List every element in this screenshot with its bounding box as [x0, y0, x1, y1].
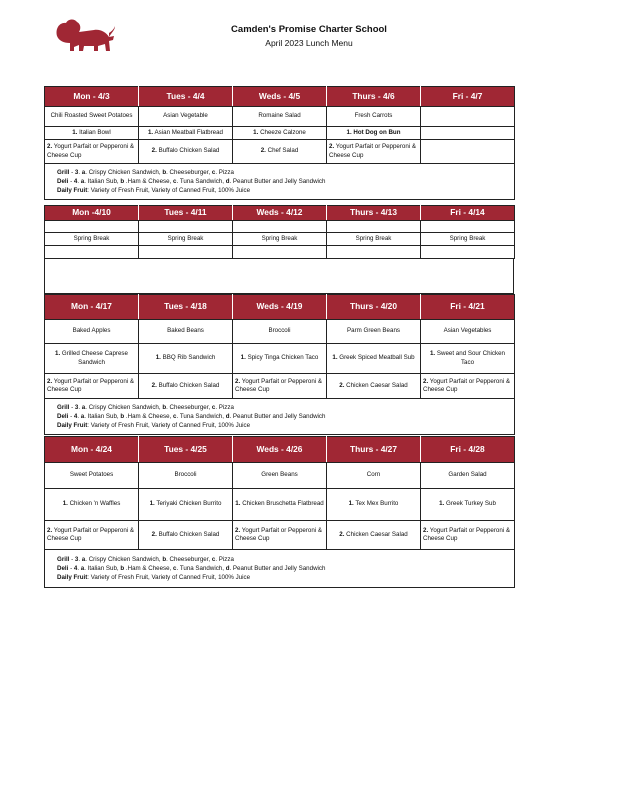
entree-1-text: Hot Dog on Bun: [353, 128, 401, 136]
entree-2: [45, 374, 139, 399]
entree-2-text: Yogurt Parfait or Pepperoni & Cheese Cup: [235, 526, 323, 542]
side-dish: Garden Salad: [421, 463, 515, 489]
menu-text: c: [211, 168, 216, 176]
day-header: Fri - 4/14: [421, 206, 515, 221]
entree-2-text: Yogurt Parfait or Pepperoni & Cheese Cup: [235, 377, 323, 393]
entree-1-text: Cheeze Calzone: [260, 128, 306, 136]
week-1-table: [44, 86, 515, 200]
entree-1-text: Spicy Tinga Chicken Taco: [247, 354, 319, 362]
item-number: 2.: [329, 143, 335, 151]
item-number: 2.: [423, 526, 429, 534]
menu-subtitle: April 2023 Lunch Menu: [265, 38, 353, 48]
menu-text: d: [225, 412, 230, 420]
menu-text: c: [173, 564, 177, 572]
entree-1: [327, 489, 421, 521]
item-number: 1.: [348, 500, 354, 508]
side-dish: Corn: [327, 463, 421, 489]
menu-text: c: [211, 555, 216, 563]
entree-2: [421, 140, 515, 164]
grill-label: Grill: [57, 555, 70, 563]
menu-text: a: [81, 168, 86, 176]
fruit-text: Variety of Fresh Fruit, Variety of Canned Fruit, 100% Juice: [90, 574, 251, 582]
day-header: Weds - 4/12: [233, 206, 327, 221]
menu-text: a: [80, 177, 85, 185]
side-dish: Romaine Salad: [233, 107, 327, 127]
spring-break-note: Spring Break: [421, 233, 515, 246]
deli-count: 4: [73, 412, 78, 420]
entree-1: [45, 344, 139, 374]
day-header: Thurs - 4/27: [327, 437, 421, 463]
item-number: 2.: [47, 143, 53, 151]
menu-text: a: [81, 555, 86, 563]
week-2-table: [44, 205, 515, 259]
menu-text: Pizza: [218, 168, 234, 176]
day-header: Thurs - 4/20: [327, 295, 421, 320]
menu-options-info: Grill - 3. a. Crispy Chicken Sandwich, b. Cheeseburger, c. Pizza Deli - 4. a. Italian Sub, b .Ham & Cheese, c. Tuna Sandwich, d. Peanut Butter and Jelly Sandwich Daily Fruit: Variety of Fresh Fruit, Variety of Canned Fruit, 100% Juice: [45, 164, 515, 200]
entree-1: [233, 127, 327, 140]
entree-2: [233, 374, 327, 399]
side-dish: Sweet Potatoes: [45, 463, 139, 489]
entree-1: [139, 489, 233, 521]
menu-text: Pizza: [218, 555, 234, 563]
spring-break-note: Spring Break: [233, 233, 327, 246]
menu-text: Cheeseburger,: [169, 168, 211, 176]
side-dish: Chili Roasted Sweet Potatoes: [45, 107, 139, 127]
entree-1-text: Asian Meatball Flatbread: [154, 128, 223, 136]
entree-1: [139, 127, 233, 140]
item-number: 1.: [235, 500, 241, 508]
entree-2-text: Yogurt Parfait or Pepperoni & Cheese Cup: [329, 143, 417, 159]
day-header: Mon - 4/24: [45, 437, 139, 463]
fruit-text: Variety of Fresh Fruit, Variety of Canned Fruit, 100% Juice: [90, 187, 251, 195]
grill-label: Grill: [57, 403, 70, 411]
grill-label: Grill: [57, 168, 70, 176]
day-header: Tues - 4/18: [139, 295, 233, 320]
entree-2: [139, 374, 233, 399]
entree-2-text: Buffalo Chicken Salad: [158, 530, 220, 538]
day-header: Fri - 4/21: [421, 295, 515, 320]
item-number: 2.: [47, 377, 53, 385]
entree-2: [233, 140, 327, 164]
menu-text: d: [225, 177, 230, 185]
item-number: 2.: [260, 147, 266, 155]
entree-1-text: Italian Bowl: [79, 128, 111, 136]
day-header: Fri - 4/7: [421, 87, 515, 107]
deli-label: Deli: [57, 177, 69, 185]
menu-text: d: [225, 564, 230, 572]
item-number: 1.: [439, 500, 445, 508]
menu-text: b: [162, 555, 167, 563]
week-4-table: [44, 436, 515, 588]
entree-1-text: Chicken Bruschetta Flatbread: [242, 500, 324, 508]
item-number: 1.: [155, 354, 161, 362]
menu-text: Italian Sub,: [87, 412, 119, 420]
item-number: 2.: [339, 530, 345, 538]
side-dish: Baked Apples: [45, 320, 139, 344]
week-3-table: [44, 294, 515, 435]
day-header: Thurs - 4/13: [327, 206, 421, 221]
lion-logo-icon: [54, 16, 116, 56]
fruit-text: Variety of Fresh Fruit, Variety of Canned Fruit, 100% Juice: [90, 422, 251, 430]
entree-2-text: Chicken Caesar Salad: [346, 530, 408, 538]
item-number: 2.: [339, 381, 345, 389]
entree-2: [139, 521, 233, 550]
entree-2-text: Yogurt Parfait or Pepperoni & Cheese Cup: [47, 526, 135, 542]
item-number: 1.: [147, 128, 154, 136]
grill-count: 3: [74, 555, 79, 563]
entree-2-text: Yogurt Parfait or Pepperoni & Cheese Cup: [47, 377, 135, 393]
grill-count: 3: [74, 403, 79, 411]
menu-text: c: [211, 403, 216, 411]
side-dish: Green Beans: [233, 463, 327, 489]
entree-1: [327, 344, 421, 374]
spring-break-note: Spring Break: [327, 233, 421, 246]
menu-text: Italian Sub,: [87, 177, 119, 185]
entree-2: [233, 521, 327, 550]
menu-text: Italian Sub,: [87, 564, 119, 572]
menu-text: Pizza: [218, 403, 234, 411]
menu-text: a: [80, 412, 85, 420]
entree-1: [45, 127, 139, 140]
entree-2-text: Buffalo Chicken Salad: [158, 147, 220, 155]
item-number: 2.: [151, 381, 157, 389]
menu-options-info: Grill - 3. a. Crispy Chicken Sandwich, b. Cheeseburger, c. Pizza Deli - 4. a. Italian Sub, b .Ham & Cheese, c. Tuna Sandwich, d. Peanut Butter and Jelly Sandwich Daily Fruit: Variety of Fresh Fruit, Variety of Canned Fruit, 100% Juice: [45, 550, 515, 588]
entree-1-text: Greek Spiced Meatball Sub: [339, 354, 415, 362]
fruit-label: Daily Fruit: [57, 574, 88, 582]
menu-text: Crispy Chicken Sandwich,: [88, 168, 161, 176]
fruit-label: Daily Fruit: [57, 422, 88, 430]
side-dish: Fresh Carrots: [327, 107, 421, 127]
entree-2: [421, 521, 515, 550]
entree-1: [139, 344, 233, 374]
menu-text: .Ham & Cheese,: [125, 177, 172, 185]
item-number: 1.: [346, 128, 352, 136]
item-number: 1.: [55, 350, 61, 358]
spring-break-note: Spring Break: [45, 233, 139, 246]
entree-1-text: Sweet and Sour Chicken Taco: [436, 350, 505, 366]
item-number: 2.: [423, 377, 429, 385]
item-number: 1.: [149, 500, 155, 508]
entree-1: [421, 127, 515, 140]
menu-text: Tuna Sandwich,: [179, 177, 224, 185]
menu-text: a: [81, 403, 86, 411]
entree-2: [327, 140, 421, 164]
entree-2: [327, 374, 421, 399]
deli-label: Deli: [57, 412, 69, 420]
item-number: 2.: [151, 530, 157, 538]
side-dish: Broccoli: [139, 463, 233, 489]
entree-1-text: Grilled Cheese Caprese Sandwich: [61, 350, 128, 366]
entree-2-text: Chicken Caesar Salad: [346, 381, 408, 389]
entree-1-text: Greek Turkey Sub: [446, 500, 496, 508]
menu-text: b: [162, 403, 167, 411]
menu-text: .Ham & Cheese,: [125, 412, 172, 420]
menu-text: Peanut Butter and Jelly Sandwich: [232, 412, 326, 420]
entree-2: [327, 521, 421, 550]
deli-label: Deli: [57, 564, 69, 572]
menu-text: b: [120, 412, 125, 420]
day-header: Weds - 4/19: [233, 295, 327, 320]
item-number: 2.: [235, 377, 241, 385]
day-header: Weds - 4/5: [233, 87, 327, 107]
deli-count: 4: [73, 564, 78, 572]
day-header: Fri - 4/28: [421, 437, 515, 463]
menu-text: Crispy Chicken Sandwich,: [88, 555, 161, 563]
entree-2: [45, 140, 139, 164]
entree-1: [233, 489, 327, 521]
menu-text: b: [120, 564, 125, 572]
day-header: Thurs - 4/6: [327, 87, 421, 107]
entree-2-text: Chef Salad: [267, 147, 299, 155]
entree-1: [421, 489, 515, 521]
menu-text: Tuna Sandwich,: [179, 564, 224, 572]
entree-2: [139, 140, 233, 164]
side-dish: Parm Green Beans: [327, 320, 421, 344]
school-title: Camden's Promise Charter School: [231, 24, 387, 35]
menu-text: Crispy Chicken Sandwich,: [88, 403, 161, 411]
menu-text: Tuna Sandwich,: [179, 412, 224, 420]
menu-text: c: [173, 177, 177, 185]
menu-text: b: [120, 177, 125, 185]
entree-1-text: BBQ Rib Sandwich: [162, 354, 216, 362]
side-dish: [421, 107, 515, 127]
item-number: 2.: [47, 526, 53, 534]
menu-text: Peanut Butter and Jelly Sandwich: [232, 177, 326, 185]
spring-break-note: Spring Break: [139, 233, 233, 246]
entree-1-text: Tex Mex Burrito: [355, 500, 399, 508]
menu-text: b: [162, 168, 167, 176]
item-number: 1.: [62, 500, 68, 508]
day-header: Mon - 4/17: [45, 295, 139, 320]
menu-options-info: Grill - 3. a. Crispy Chicken Sandwich, b. Cheeseburger, c. Pizza Deli - 4. a. Italian Sub, b .Ham & Cheese, c. Tuna Sandwich, d. Peanut Butter and Jelly Sandwich Daily Fruit: Variety of Fresh Fruit, Variety of Canned Fruit, 100% Juice: [45, 399, 515, 435]
side-dish: Asian Vegetables: [421, 320, 515, 344]
deli-count: 4: [73, 177, 78, 185]
item-number: 1.: [429, 350, 436, 358]
entree-1: [233, 344, 327, 374]
item-number: 2.: [235, 526, 241, 534]
empty-info-box: [44, 258, 514, 294]
menu-text: Cheeseburger,: [169, 403, 211, 411]
entree-2-text: Yogurt Parfait or Pepperoni & Cheese Cup: [423, 377, 511, 393]
entree-1: [45, 489, 139, 521]
entree-1-text: Teriyaki Chicken Burrito: [156, 500, 222, 508]
item-number: 1.: [332, 354, 338, 362]
entree-2-text: Yogurt Parfait or Pepperoni & Cheese Cup: [47, 143, 135, 159]
day-header: Tues - 4/4: [139, 87, 233, 107]
menu-text: Cheeseburger,: [169, 555, 211, 563]
entree-2: [45, 521, 139, 550]
grill-count: 3: [74, 168, 79, 176]
item-number: 2.: [151, 147, 157, 155]
entree-1: [327, 127, 421, 140]
entree-1-text: Chicken 'n Waffles: [69, 500, 121, 508]
day-header: Mon - 4/3: [45, 87, 139, 107]
day-header: Mon -4/10: [45, 206, 139, 221]
menu-text: a: [80, 564, 85, 572]
fruit-label: Daily Fruit: [57, 187, 88, 195]
day-header: Tues - 4/25: [139, 437, 233, 463]
menu-text: Peanut Butter and Jelly Sandwich: [232, 564, 326, 572]
entree-2-text: Buffalo Chicken Salad: [158, 381, 220, 389]
entree-2-text: Yogurt Parfait or Pepperoni & Cheese Cup: [423, 526, 511, 542]
entree-1: [421, 344, 515, 374]
menu-text: .Ham & Cheese,: [125, 564, 172, 572]
item-number: 1.: [253, 128, 259, 136]
side-dish: Broccoli: [233, 320, 327, 344]
entree-2: [421, 374, 515, 399]
day-header: Weds - 4/26: [233, 437, 327, 463]
menu-text: c: [173, 412, 177, 420]
item-number: 1.: [72, 128, 78, 136]
side-dish: Baked Beans: [139, 320, 233, 344]
side-dish: Asian Vegetable: [139, 107, 233, 127]
item-number: 1.: [240, 354, 246, 362]
day-header: Tues - 4/11: [139, 206, 233, 221]
